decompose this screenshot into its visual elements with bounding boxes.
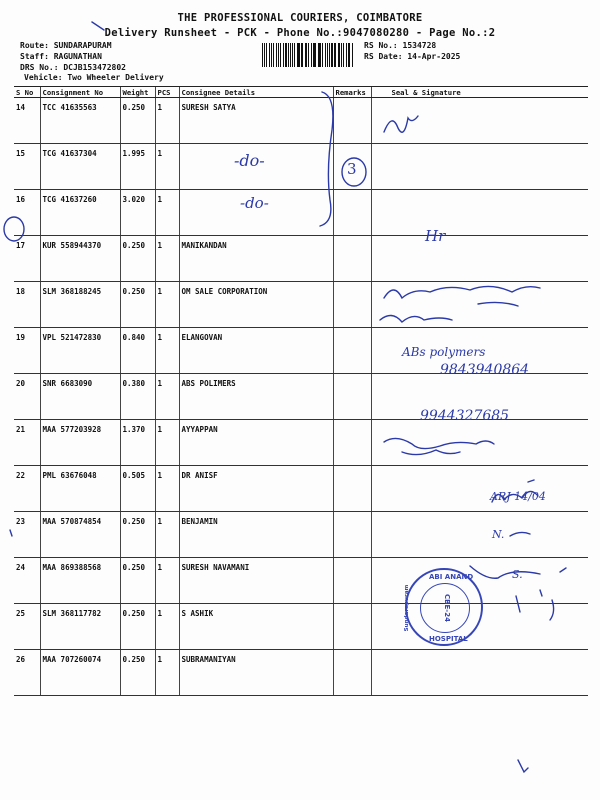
cell-consignment: TCC 41635563 [40, 98, 120, 144]
cell-weight: 3.020 [120, 190, 155, 236]
cell-remarks [333, 98, 371, 144]
cell-consignment: MAA 570874854 [40, 512, 120, 558]
ditto-mark-1: -do- [234, 151, 265, 170]
cell-sno: 15 [14, 144, 40, 190]
col-consignment: Consignment No [40, 87, 120, 98]
cell-remarks [333, 558, 371, 604]
cell-consignment: TCG 41637304 [40, 144, 120, 190]
cell-remarks [333, 190, 371, 236]
cell-remarks [333, 328, 371, 374]
cell-remarks [333, 282, 371, 328]
cell-consignment: TCG 41637260 [40, 190, 120, 236]
cell-sno: 22 [14, 466, 40, 512]
stamp-text-left: Sundarapuram [402, 584, 410, 632]
cell-weight: 0.840 [120, 328, 155, 374]
document-title: THE PROFESSIONAL COURIERS, COIMBATORE [177, 12, 423, 24]
cell-consignee: MANIKANDAN [179, 236, 333, 282]
stamp-text-top: ABI ANAND [429, 573, 474, 581]
drs-number: DRS No.: DCJB153472802 [20, 63, 126, 72]
barcode [262, 43, 354, 67]
ditto-mark-2: -do- [240, 194, 269, 212]
cell-signature [371, 282, 588, 328]
cell-consignee: SURESH NAVAMANI [179, 558, 333, 604]
col-remarks: Remarks [333, 87, 371, 98]
staff: Staff: RAGUNATHAN [20, 52, 102, 61]
cell-sno: 14 [14, 98, 40, 144]
col-weight: Weight [120, 87, 155, 98]
cell-sno: 23 [14, 512, 40, 558]
signature-23-text: ARJ 14/04 [490, 490, 546, 503]
cell-sno: 25 [14, 604, 40, 650]
table-row [14, 190, 588, 236]
cell-weight: 0.250 [120, 236, 155, 282]
cell-sno: 17 [14, 236, 40, 282]
cell-pcs: 1 [155, 190, 179, 236]
cell-weight: 0.250 [120, 98, 155, 144]
cell-signature [371, 466, 588, 512]
cell-consignment: KUR 558944370 [40, 236, 120, 282]
col-signature: Seal & Signature [371, 87, 588, 98]
phone-note-20: 9843940864 [440, 362, 530, 378]
phone-note-21: 9944327685 [420, 408, 510, 424]
stamp-text-center: CBE-24 [442, 594, 451, 622]
table-row [14, 282, 588, 328]
cell-pcs: 1 [155, 328, 179, 374]
cell-consignment: VPL 521472830 [40, 328, 120, 374]
circled-count: 3 [347, 160, 357, 178]
cell-remarks [333, 604, 371, 650]
rs-number: RS No.: 1534728 [364, 41, 437, 50]
col-sno: S No [14, 87, 40, 98]
cell-pcs: 1 [155, 420, 179, 466]
cell-signature [371, 144, 588, 190]
cell-remarks [333, 466, 371, 512]
runsheet-table [14, 86, 588, 696]
cell-sno: 24 [14, 558, 40, 604]
vehicle: Vehicle: Two Wheeler Delivery [24, 73, 164, 82]
cell-weight: 0.505 [120, 466, 155, 512]
cell-pcs: 1 [155, 144, 179, 190]
cell-weight: 0.250 [120, 512, 155, 558]
cell-signature [371, 98, 588, 144]
cell-consignee: BENJAMIN [179, 512, 333, 558]
cell-consignment: MAA 707260074 [40, 650, 120, 696]
cell-remarks [333, 236, 371, 282]
table-row [14, 466, 588, 512]
cell-consignee: DR ANISF [179, 466, 333, 512]
cell-signature [371, 420, 588, 466]
cell-sno: 21 [14, 420, 40, 466]
cell-consignee: ELANGOVAN [179, 328, 333, 374]
col-consignee: Consignee Details [179, 87, 333, 98]
cell-pcs: 1 [155, 604, 179, 650]
signature-25-text: S. [512, 568, 523, 581]
cell-sno: 16 [14, 190, 40, 236]
cell-pcs: 1 [155, 374, 179, 420]
stray-mark-bottom [518, 760, 528, 772]
route: Route: SUNDARAPURAM [20, 41, 112, 50]
signature-17: Hr [425, 227, 446, 245]
note-abs-polymers: ABs polymers [402, 345, 486, 359]
cell-remarks [333, 512, 371, 558]
cell-pcs: 1 [155, 650, 179, 696]
table-row [14, 236, 588, 282]
stamp-text-bottom: HOSPITAL [429, 635, 468, 643]
cell-weight: 0.380 [120, 374, 155, 420]
cell-remarks [333, 650, 371, 696]
cell-sno: 18 [14, 282, 40, 328]
cell-consignment: SNR 6683090 [40, 374, 120, 420]
hospital-stamp [402, 568, 483, 646]
cell-consignee: ABS POLIMERS [179, 374, 333, 420]
cell-consignee: OM SALE CORPORATION [179, 282, 333, 328]
cell-pcs: 1 [155, 282, 179, 328]
cell-weight: 1.370 [120, 420, 155, 466]
cell-weight: 0.250 [120, 604, 155, 650]
table-row [14, 98, 588, 144]
table-row [14, 604, 588, 650]
cell-consignee: SURESH SATYA [179, 98, 333, 144]
cell-pcs: 1 [155, 98, 179, 144]
cell-weight: 0.250 [120, 282, 155, 328]
table-header [14, 87, 588, 98]
stray-mark-left [10, 530, 12, 536]
cell-weight: 0.250 [120, 650, 155, 696]
cell-consignment: MAA 869388568 [40, 558, 120, 604]
cell-consignment: PML 63676048 [40, 466, 120, 512]
cell-pcs: 1 [155, 236, 179, 282]
cell-consignment: SLM 368117782 [40, 604, 120, 650]
cell-signature [371, 190, 588, 236]
cell-remarks [333, 420, 371, 466]
cell-sno: 26 [14, 650, 40, 696]
document-subtitle: Delivery Runsheet - PCK - Phone No.:9047080280 - Page No.:2 [104, 27, 496, 39]
cell-consignment: MAA 577203928 [40, 420, 120, 466]
table-row [14, 558, 588, 604]
signature-24-text: N. [492, 528, 505, 541]
cell-pcs: 1 [155, 558, 179, 604]
cell-consignment: SLM 368188245 [40, 282, 120, 328]
col-pcs: PCS [155, 87, 179, 98]
table-row [14, 420, 588, 466]
cell-consignee: AYYAPPAN [179, 420, 333, 466]
table-row [14, 144, 588, 190]
cell-remarks [333, 374, 371, 420]
cell-weight: 1.995 [120, 144, 155, 190]
cell-pcs: 1 [155, 466, 179, 512]
cell-signature [371, 236, 588, 282]
cell-weight: 0.250 [120, 558, 155, 604]
cell-signature [371, 650, 588, 696]
cell-sno: 20 [14, 374, 40, 420]
cell-consignee: SUBRAMANIYAN [179, 650, 333, 696]
cell-sno: 19 [14, 328, 40, 374]
cell-pcs: 1 [155, 512, 179, 558]
table-row [14, 650, 588, 696]
rs-date: RS Date: 14-Apr-2025 [364, 52, 461, 61]
cell-signature [371, 512, 588, 558]
cell-consignee: S ASHIK [179, 604, 333, 650]
